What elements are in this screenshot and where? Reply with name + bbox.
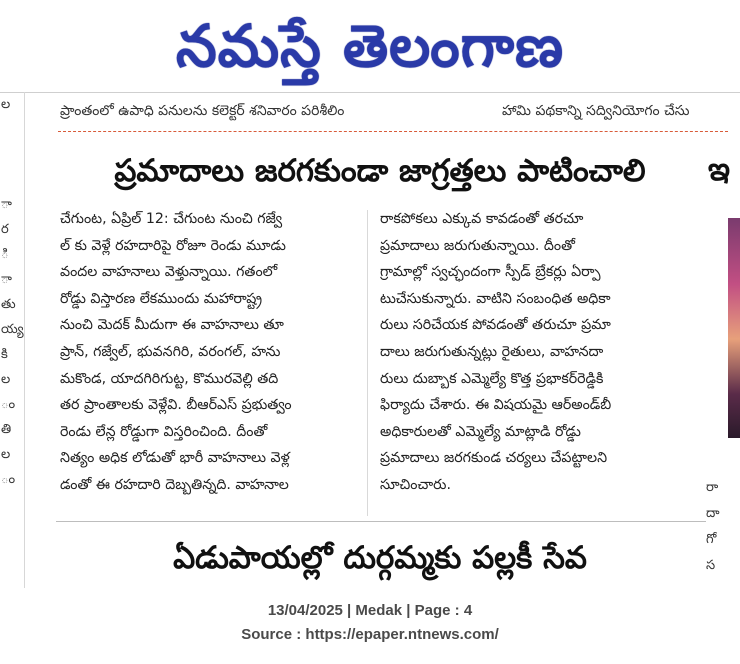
article-line: ప్రాన్, గజ్వేల్, భువనగిరి, వరంగల్, హను <box>60 343 281 360</box>
article-line: నిత్యం అధిక లోడుతో భారీ వాహనాలు వెళ్ల <box>60 450 290 467</box>
right-cropped-heading: ఇ <box>708 150 731 188</box>
previous-article-snippet-right: హామి పథకాన్ని సద్వినియోగం చేసు <box>502 103 690 119</box>
right-cropped-column: ఇ రా దా గో స <box>704 150 740 588</box>
article-line: ఫిర్యాదు చేశారు. ఈ విషయమై ఆర్అండ్‌బీ <box>380 397 612 414</box>
article-bottom-divider <box>56 521 706 522</box>
article-line: రెండు లేన్ల రోడ్డుగా విస్తరించింది. దీంతో <box>60 423 268 440</box>
article-column-left <box>60 206 364 499</box>
next-article-headline: ఏడుపాయల్లో దుర్గమ్మకు పల్లకీ సేవ <box>173 540 587 576</box>
article-line: అధికారులతో ఎమ్మెల్యే మాట్లాడి రోడ్డు <box>380 423 581 440</box>
article-line: చేగుంట, ఏప్రిల్ 12: చేగుంట నుంచి గజ్వే <box>60 211 283 227</box>
article-line: తర ప్రాంతాలకు వెళ్లేవి. బీఆర్ఎస్ ప్రభుత్వం <box>60 397 292 414</box>
left-cropped-column: ల ా ర ి ా తు య్య కి ల ం తి ల ం <box>0 92 25 588</box>
article-column-right <box>380 206 684 499</box>
source-link[interactable]: Source : https://epaper.ntnews.com/ <box>241 626 499 643</box>
footer <box>0 590 740 664</box>
masthead-divider <box>0 92 740 93</box>
masthead <box>0 0 740 92</box>
article-line: గ్రామాల్లో స్వచ్ఛందంగా స్పీడ్ బ్రేకర్లు ఏర్పా <box>380 264 601 281</box>
article-line: ప్రమాదాలు జరగకుండ చర్యలు చేపట్టాలని <box>380 450 608 467</box>
newspaper-logo: నమస్తే తెలంగాణ <box>176 12 564 80</box>
article-line: దాలు జరుగుతున్నట్లు రైతులు, వాహనదా <box>380 343 604 360</box>
edition-info: 13/04/2025 | Medak | Page : 4 <box>267 602 473 619</box>
previous-article-snippet-left: ప్రాంతంలో ఉపాధి పనులను కలెక్టర్ శనివారం పరిశీలిం <box>60 103 345 119</box>
article-headline: ప్రమాదాలు జరగకుండా జాగ్రత్తలు పాటించాలి <box>114 153 646 189</box>
column-divider <box>367 210 368 516</box>
article-line: డంతో ఈ రహదారి దెబ్బతిన్నది. వాహనాల <box>60 476 289 493</box>
cropped-photo <box>728 218 740 438</box>
article-line: మకొండ, యాదగిరిగుట్ట, కొముర‌వెల్లి తది <box>60 370 279 387</box>
article-line: వందల వాహనాలు వెళ్తున్నాయి. గతంలో <box>60 264 278 281</box>
article-line: రులు దుబ్బాక ఎమ్మెల్యే కొత్త ప్రభాకర్‌రెడ్డికి <box>380 370 604 387</box>
article-line: సూచించారు. <box>380 476 451 493</box>
article-line: రాకపోకలు ఎక్కువ కావడంతో తరచూ <box>380 211 584 227</box>
article-line: రోడ్డు విస్తారణ లేకముందు మహారాష్ట్ర <box>60 290 263 307</box>
article-line: నుంచి మెదక్ మీదుగా ఈ వాహనాలు తూ <box>60 317 284 334</box>
section-divider <box>58 131 728 132</box>
article-line: ప్రమాదాలు జరుగుతున్నాయి. దీంతో <box>380 237 575 254</box>
article-line: రులు సరిచేయక పోవడంతో తరుచూ ప్రమా <box>380 317 611 334</box>
article-line: టుచేసుకున్నారు. వాటిని సంబంధిత అధికా <box>380 290 611 307</box>
article-line: ల్ కు వెళ్లే రహదారిపై రోజూ రెండు మూడు <box>60 237 286 254</box>
